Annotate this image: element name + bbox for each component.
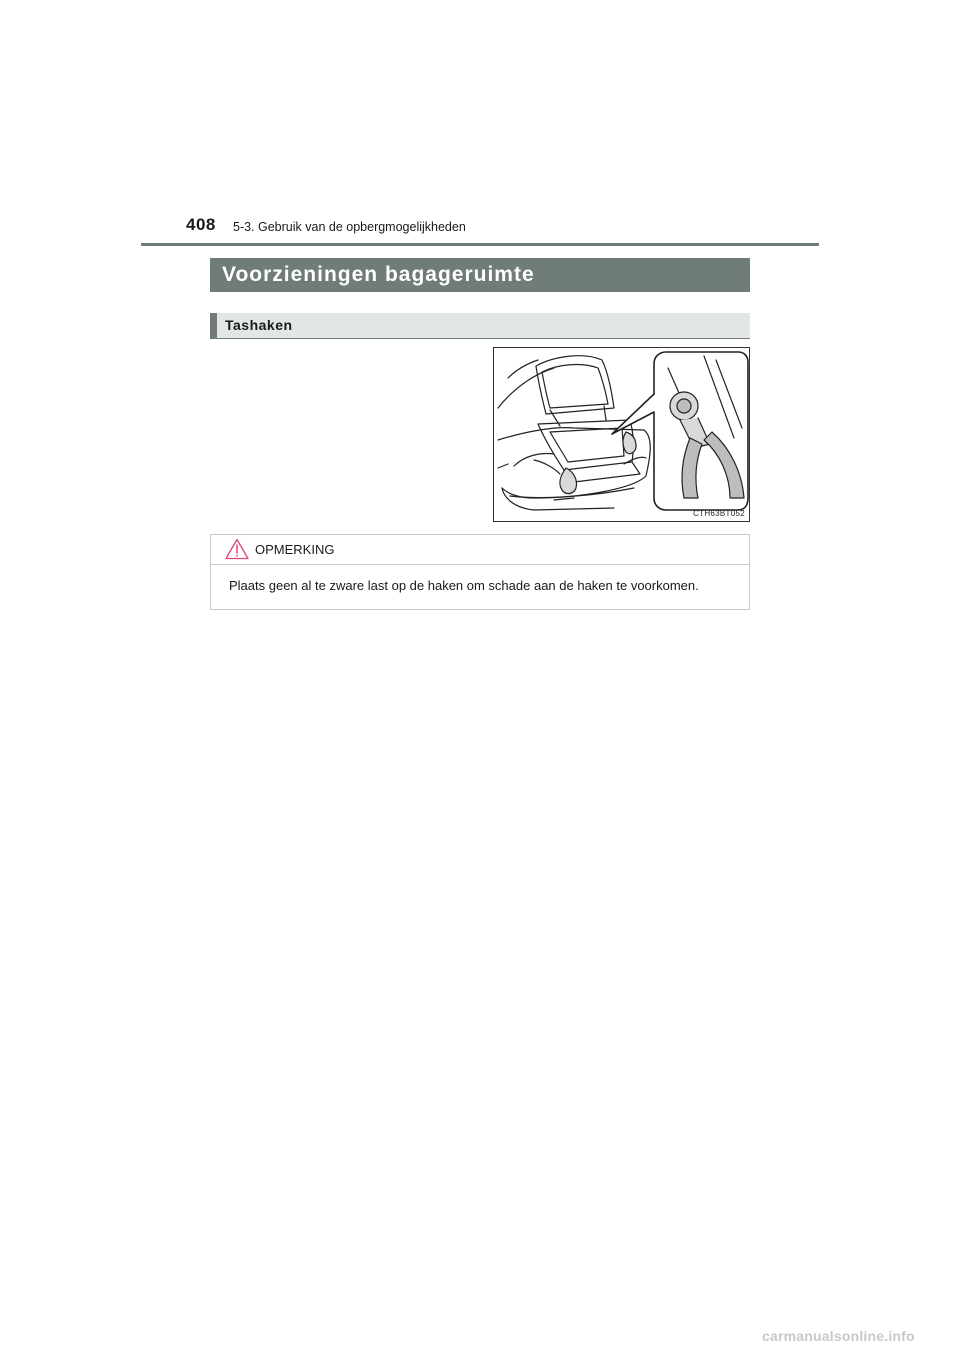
header-divider — [141, 243, 819, 246]
notice-header — [211, 535, 749, 565]
page-number: 408 — [186, 215, 216, 234]
car-trunk-drawing — [494, 348, 749, 521]
figure-code: CTH63BT052 — [693, 509, 745, 518]
trunk-hooks-illustration — [493, 347, 750, 522]
notice-label: OPMERKING — [255, 542, 335, 557]
page-title: Voorzieningen bagageruimte — [210, 258, 750, 292]
subsection-accent-bar — [210, 313, 217, 338]
subsection-title: Tashaken — [225, 317, 293, 333]
subsection-heading — [210, 313, 750, 339]
notice-text: Plaats geen al te zware last op de haken om schade aan de haken te voorkomen. — [229, 578, 699, 593]
watermark: carmanualsonline.info — [762, 1328, 915, 1344]
notice-box — [210, 534, 750, 610]
section-breadcrumb: 5-3. Gebruik van de opbergmogelijkheden — [233, 220, 466, 234]
warning-triangle-icon — [225, 538, 249, 560]
